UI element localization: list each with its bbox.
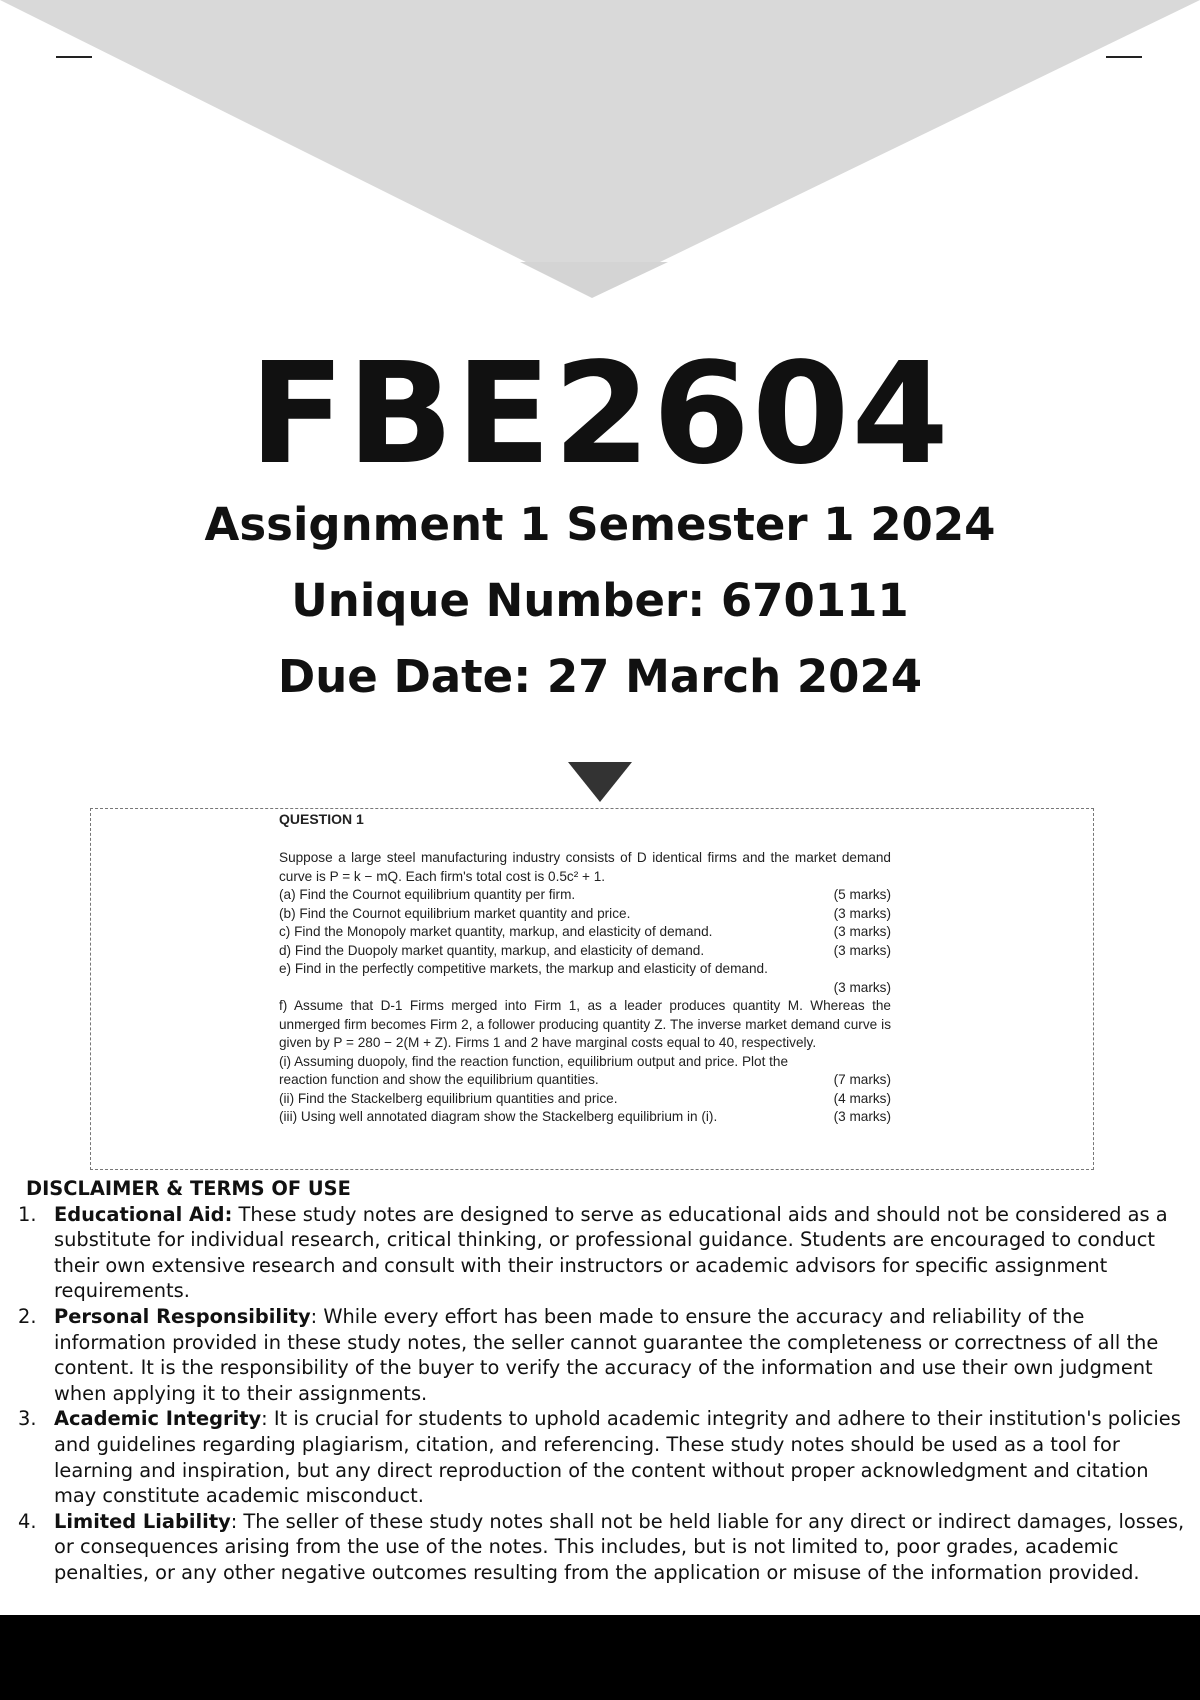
part-text: e) Find in the perfectly competitive markets, the markup and elasticity of demand. [279,961,768,976]
part-marks: (3 marks) [833,924,891,939]
part-text: (a) Find the Cournot equilibrium quantity per firm. [279,887,576,902]
course-code: FBE2604 [249,333,951,496]
unique-number: Unique Number: 670111 [291,574,909,627]
question-content [279,809,891,1127]
title-block [0,333,1200,706]
disclaimer-title: DISCLAIMER & TERMS OF USE [26,1177,351,1200]
part-e-marks: (3 marks) [833,979,891,995]
part-marks: (3 marks) [833,942,891,958]
item-label: Educational Aid: [54,1202,233,1226]
part-text: c) Find the Monopoly market quantity, markup, and elasticity of demand. [279,924,713,939]
question-part [279,960,891,979]
question-subpart [279,1090,891,1109]
question-subpart [279,1053,891,1090]
part-marks: (5 marks) [833,887,891,902]
subpart-text: (i) Assuming duopoly, find the reaction function, equilibrium output and price. Plot the reaction function and show the equilibrium quantities. [279,1053,789,1087]
item-text: : The seller of these study notes shall not be held liable for any direct or indirect damages, losses, or consequences arising from the use of the notes. This includes, but is not limited to, poor grades, academic penalties, or any other negative outcomes resulting from the application or misuse of the information provided. [54,1509,1185,1584]
subpart-text: (ii) Find the Stackelberg equilibrium quantities and price. [279,1090,618,1106]
corner-dash-right [1106,56,1142,58]
question-part [279,942,891,961]
question-part [279,923,891,942]
item-number: 1. [18,1202,37,1226]
question-part [279,905,891,924]
disclaimer-section [18,1176,1188,1586]
part-text: (b) Find the Cournot equilibrium market quantity and price. [279,905,631,921]
disclaimer-item [18,1406,1188,1508]
question-intro: Suppose a large steel manufacturing industry consists of D identical firms and the market demand curve is P = k − mQ. Each firm's total cost is 0.5c² + 1. [279,850,891,884]
subpart-marks: (4 marks) [833,1090,891,1106]
item-number: 2. [18,1304,37,1328]
part-marks: (3 marks) [833,905,891,921]
disclaimer-item [18,1509,1188,1586]
item-label: Academic Integrity [54,1407,262,1431]
down-arrow-icon [568,762,632,802]
part-text: d) Find the Duopoly market quantity, markup, and elasticity of demand. [279,942,705,958]
disclaimer-item [18,1304,1188,1406]
question-subpart [279,1108,891,1127]
assignment-title: Assignment 1 Semester 1 2024 [204,498,996,551]
item-label: Personal Responsibility [54,1304,311,1328]
question-heading: QUESTION 1 [279,811,364,827]
chevron-banner [0,0,1200,300]
item-number: 3. [18,1407,37,1431]
question-part [279,886,891,905]
disclaimer-list [18,1202,1188,1586]
subpart-marks: (3 marks) [833,1109,891,1124]
footer-bar [0,1615,1200,1700]
subpart-marks: (7 marks) [833,1072,891,1087]
item-text: : While every effort has been made to ensure the accuracy and reliability of the information provided in these study notes, the seller cannot guarantee the completeness or correctness of all the content. It is the responsibility of the buyer to verify the accuracy of the information and use their own judgment when applying it to their assignments. [54,1304,1159,1405]
item-text: These study notes are designed to serve as educational aids and should not be considered as a substitute for individual research, critical thinking, or professional guidance. Students are encouraged to conduct their own extensive research and consult with their instructors or academic advisors for specific assignment requirements. [54,1202,1168,1303]
item-number: 4. [18,1509,37,1533]
corner-dash-left [56,56,92,58]
due-date: Due Date: 27 March 2024 [277,650,923,703]
item-text: : It is crucial for students to uphold academic integrity and adhere to their institution's policies and guidelines regarding plagiarism, citation, and referencing. These study notes should be used as a tool for learning and inspiration, but any direct reproduction of the content without proper acknowledgment and citation may constitute academic misconduct. [54,1407,1181,1508]
item-label: Limited Liability [54,1509,231,1533]
disclaimer-item [18,1202,1188,1304]
subpart-text: (iii) Using well annotated diagram show the Stackelberg equilibrium in (i). [279,1109,718,1124]
question-box [90,808,1094,1170]
question-part-f: f) Assume that D-1 Firms merged into Firm 1, as a leader produces quantity M. Whereas the unmerged firm becomes Firm 2, a follower producing quantity Z. The inverse market demand curve is given by P = 280 − 2(M + Z). Firms 1 and 2 have marginal costs equal to 40, respectively. [279,998,891,1050]
